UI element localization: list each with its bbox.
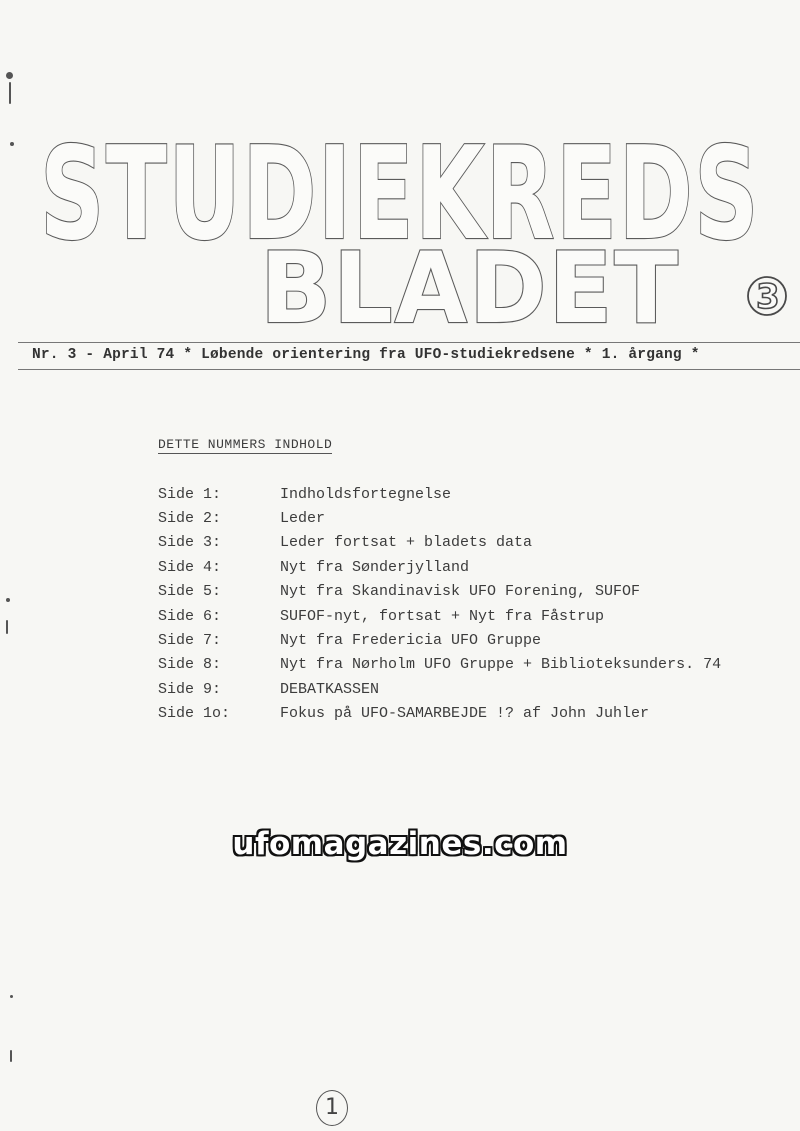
scan-speck: [10, 995, 13, 998]
toc-page: Side 3:: [158, 534, 222, 552]
scan-speck: [6, 620, 8, 634]
toc-page: Side 9:: [158, 680, 222, 698]
subtitle-bar: [18, 342, 800, 370]
scan-speck: [9, 82, 11, 104]
toc-row: [158, 531, 778, 555]
toc-row: [158, 702, 778, 726]
scan-speck: [10, 142, 14, 146]
toc-entry: Nyt fra Fredericia UFO Gruppe: [280, 632, 542, 650]
toc-heading: DETTE NUMMERS INDHOLD: [158, 437, 333, 452]
toc-row: [158, 482, 778, 506]
toc-row: [158, 604, 778, 628]
toc-row: [158, 677, 778, 701]
toc-page: Side 6:: [158, 607, 222, 625]
subtitle-text: Nr. 3 - April 74 * Løbende orientering fra UFO-studiekredsene * 1. årgang *: [32, 347, 700, 363]
toc-page: Side 5:: [158, 583, 222, 601]
toc-entry: SUFOF-nyt, fortsat + Nyt fra Fåstrup: [280, 607, 605, 625]
toc-page: Side 7:: [158, 632, 222, 650]
toc-row: [158, 555, 778, 579]
masthead-title-line2: BLADET: [260, 232, 680, 340]
toc-entry: Fokus på UFO-SAMARBEJDE !? af John Juhler: [280, 705, 650, 723]
toc-row: [158, 628, 778, 652]
toc-row: [158, 580, 778, 604]
toc-row: [158, 653, 778, 677]
watermark: ufomagazines.com: [232, 826, 568, 862]
scan-speck: [10, 1050, 12, 1062]
masthead-title-line1: STUDIEKREDS: [40, 120, 760, 269]
masthead: [0, 0, 800, 340]
toc-row: [158, 506, 778, 530]
toc-page: Side 2:: [158, 510, 222, 528]
scan-speck: [6, 598, 10, 602]
toc-entry: Nyt fra Sønderjylland: [280, 558, 470, 576]
toc-page: Side 1o:: [158, 705, 231, 723]
toc-page: Side 1:: [158, 485, 222, 503]
toc-entry: Leder: [280, 510, 326, 528]
toc-entry: Nyt fra Nørholm UFO Gruppe + Biblioteksunders. 74: [280, 656, 722, 674]
toc-entry: Indholdsfortegnelse: [280, 485, 452, 503]
masthead-lettering: [0, 0, 800, 340]
toc-entry: Nyt fra Skandinavisk UFO Forening, SUFOF: [280, 583, 641, 601]
issue-badge-number: 3: [756, 277, 780, 317]
toc-entry: DEBATKASSEN: [280, 680, 380, 698]
toc-page: Side 8:: [158, 656, 222, 674]
toc-entry: Leder fortsat + bladets data: [280, 534, 533, 552]
toc-page: Side 4:: [158, 558, 222, 576]
table-of-contents: [158, 436, 778, 726]
scan-speck: [6, 72, 13, 79]
page-number: 1: [316, 1090, 348, 1126]
